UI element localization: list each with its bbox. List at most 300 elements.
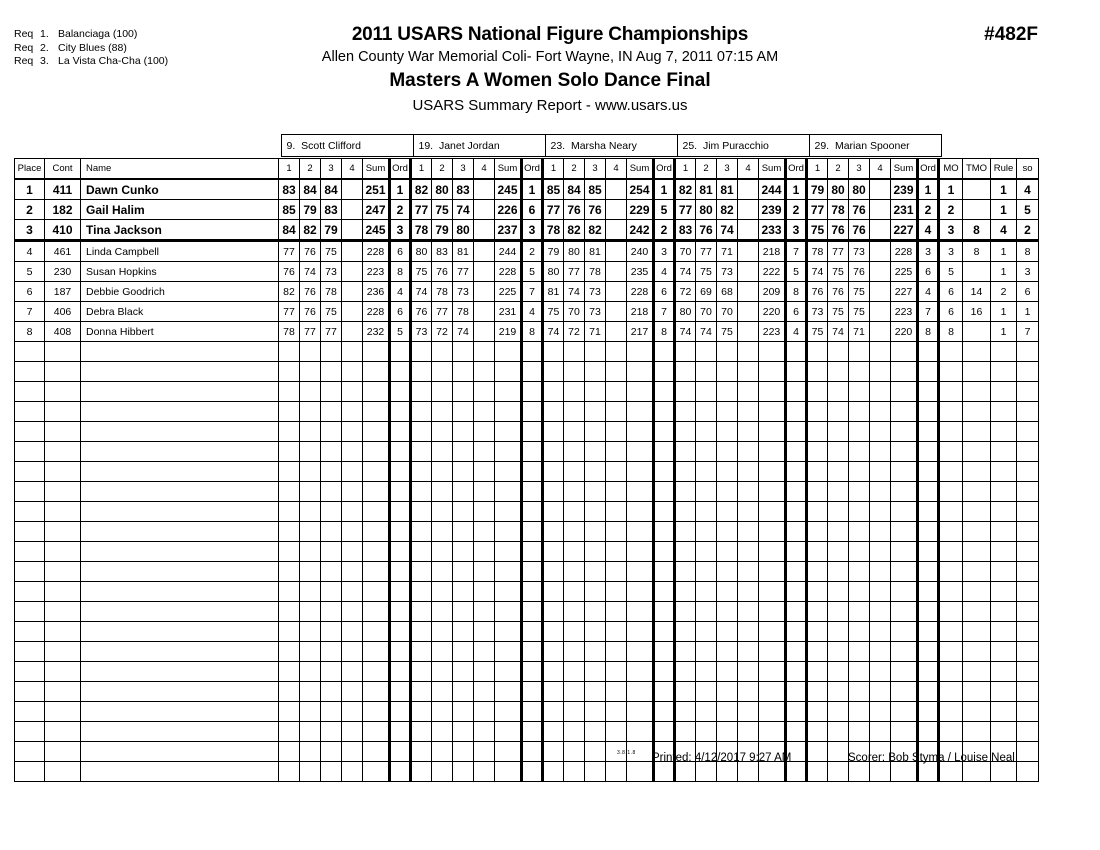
cell-empty (363, 662, 390, 682)
cell-empty (279, 582, 300, 602)
cell-empty (522, 542, 543, 562)
cell-judge-2-ord: 6 (522, 200, 543, 220)
cell-judge-5-score-1: 78 (807, 241, 828, 262)
cell-empty (279, 522, 300, 542)
cell-empty (786, 682, 807, 702)
cell-empty (522, 362, 543, 382)
cell-empty (939, 502, 963, 522)
cell-rule: 1 (991, 200, 1017, 220)
cell-empty (849, 722, 870, 742)
cell-empty (675, 702, 696, 722)
cell-empty (300, 582, 321, 602)
cell-empty (363, 582, 390, 602)
cell-judge-2-score-2: 77 (432, 302, 453, 322)
cell-empty (849, 502, 870, 522)
cell-empty (543, 662, 564, 682)
cell-empty (453, 762, 474, 782)
cell-empty (411, 722, 432, 742)
cell-empty (828, 402, 849, 422)
cell-empty (675, 642, 696, 662)
cell-so: 4 (1017, 179, 1039, 200)
cell-empty (738, 362, 759, 382)
cell-empty (495, 762, 522, 782)
cell-judge-3-score-1: 74 (543, 322, 564, 342)
cell-judge-4-score-4 (738, 220, 759, 241)
cell-empty (585, 342, 606, 362)
cell-judge-4-ord: 8 (786, 282, 807, 302)
cell-empty (432, 522, 453, 542)
cell-judge-4-sum: 222 (759, 262, 786, 282)
cell-empty (828, 602, 849, 622)
cell-empty (585, 422, 606, 442)
cell-name: Linda Campbell (81, 241, 279, 262)
cell-empty (453, 342, 474, 362)
cell-empty (342, 582, 363, 602)
cell-empty (963, 442, 991, 462)
cell-empty (300, 422, 321, 442)
table-row[interactable] (15, 282, 1039, 302)
cell-empty (81, 522, 279, 542)
cell-empty (963, 762, 991, 782)
cell-judge-3-ord: 3 (654, 241, 675, 262)
cell-empty (45, 602, 81, 622)
cell-judge-5-sum: 227 (891, 282, 918, 302)
cell-judge-3-score-3: 73 (585, 302, 606, 322)
table-row-empty[interactable] (15, 342, 1039, 362)
cell-empty (585, 562, 606, 582)
cell-empty (786, 622, 807, 642)
judge-4-subheader-3: 3 (717, 159, 738, 180)
cell-judge-1-ord: 1 (390, 179, 411, 200)
cell-empty (991, 502, 1017, 522)
printed-text: Printed: 4/12/2017 9:27 AM (652, 752, 792, 764)
cell-empty (432, 662, 453, 682)
cell-empty (81, 622, 279, 642)
cell-empty (1017, 682, 1039, 702)
cell-empty (279, 462, 300, 482)
cell-empty (696, 342, 717, 362)
table-row-empty[interactable] (15, 602, 1039, 622)
judge-5-subheader-4: 4 (870, 159, 891, 180)
table-row-empty[interactable] (15, 362, 1039, 382)
cell-empty (363, 502, 390, 522)
cell-empty (15, 662, 45, 682)
cell-empty (585, 702, 606, 722)
cell-empty (870, 602, 891, 622)
cell-empty (321, 482, 342, 502)
cell-judge-5-ord: 8 (918, 322, 939, 342)
cell-empty (939, 362, 963, 382)
cell-empty (717, 522, 738, 542)
cell-empty (870, 502, 891, 522)
cell-empty (606, 602, 627, 622)
table-row[interactable] (15, 322, 1039, 342)
cell-judge-3-score-2: 84 (564, 179, 585, 200)
table-row-empty[interactable] (15, 762, 1039, 782)
cell-empty (918, 582, 939, 602)
judge-name: Janet Jordan (433, 139, 500, 152)
cell-judge-4-score-1: 74 (675, 322, 696, 342)
cell-empty (15, 742, 45, 762)
cell-empty (363, 622, 390, 642)
cell-empty (675, 382, 696, 402)
cell-judge-1-sum: 223 (363, 262, 390, 282)
cell-empty (717, 682, 738, 702)
table-row-empty[interactable] (15, 442, 1039, 462)
cell-judge-5-score-3: 76 (849, 262, 870, 282)
cell-empty (606, 522, 627, 542)
cell-judge-1-score-4 (342, 282, 363, 302)
table-row-empty[interactable] (15, 562, 1039, 582)
cell-empty (991, 662, 1017, 682)
cell-empty (738, 502, 759, 522)
cell-tmo: 16 (963, 302, 991, 322)
cell-empty (1017, 562, 1039, 582)
table-row[interactable] (15, 220, 1039, 241)
cell-empty (300, 762, 321, 782)
cell-empty (453, 642, 474, 662)
table-row-empty[interactable] (15, 402, 1039, 422)
table-row-empty[interactable] (15, 642, 1039, 662)
cell-empty (717, 702, 738, 722)
cell-empty (585, 722, 606, 742)
cell-judge-5-score-4 (870, 220, 891, 241)
cell-empty (81, 482, 279, 502)
cell-empty (963, 342, 991, 362)
judge-name-band (14, 134, 1041, 157)
cell-empty (1017, 422, 1039, 442)
cell-empty (390, 502, 411, 522)
cell-judge-3-ord: 4 (654, 262, 675, 282)
cell-empty (963, 422, 991, 442)
table-row-empty[interactable] (15, 682, 1039, 702)
cell-judge-3-score-3: 73 (585, 282, 606, 302)
cell-empty (991, 542, 1017, 562)
table-row[interactable] (15, 302, 1039, 322)
cell-judge-4-ord: 5 (786, 262, 807, 282)
cell-judge-2-score-1: 74 (411, 282, 432, 302)
cell-empty (891, 762, 918, 782)
cell-empty (453, 602, 474, 622)
cell-empty (495, 422, 522, 442)
cell-empty (15, 402, 45, 422)
cell-empty (432, 342, 453, 362)
cell-empty (786, 342, 807, 362)
cell-empty (279, 762, 300, 782)
cell-empty (543, 402, 564, 422)
cell-judge-5-ord: 4 (918, 220, 939, 241)
table-row-empty[interactable] (15, 482, 1039, 502)
cell-empty (543, 582, 564, 602)
cell-judge-2-score-1: 80 (411, 241, 432, 262)
cell-judge-3-score-1: 77 (543, 200, 564, 220)
cell-empty (891, 682, 918, 702)
cell-judge-4-score-2: 80 (696, 200, 717, 220)
cell-empty (738, 582, 759, 602)
cell-judge-5-score-1: 79 (807, 179, 828, 200)
cell-empty (759, 682, 786, 702)
table-row-empty[interactable] (15, 522, 1039, 542)
column-header-place: Place (15, 159, 45, 180)
cell-empty (363, 462, 390, 482)
cell-empty (1017, 482, 1039, 502)
cell-judge-3-score-2: 74 (564, 282, 585, 302)
requirement-number: 3. (40, 55, 49, 67)
cell-empty (585, 682, 606, 702)
cell-empty (807, 722, 828, 742)
cell-empty (432, 462, 453, 482)
cell-place: 1 (15, 179, 45, 200)
cell-empty (828, 702, 849, 722)
cell-empty (675, 562, 696, 582)
cell-empty (45, 482, 81, 502)
cell-empty (891, 522, 918, 542)
cell-contestant: 406 (45, 302, 81, 322)
cell-judge-2-score-2: 83 (432, 241, 453, 262)
cell-empty (786, 642, 807, 662)
cell-judge-3-sum: 228 (627, 282, 654, 302)
cell-judge-3-sum: 240 (627, 241, 654, 262)
cell-empty (495, 542, 522, 562)
judge-2-subheader-2: 2 (432, 159, 453, 180)
cell-judge-1-score-3: 77 (321, 322, 342, 342)
table-row-empty[interactable] (15, 622, 1039, 642)
cell-judge-3-score-4 (606, 302, 627, 322)
cell-judge-1-score-2: 74 (300, 262, 321, 282)
cell-judge-1-score-2: 76 (300, 241, 321, 262)
cell-empty (991, 402, 1017, 422)
cell-empty (786, 722, 807, 742)
cell-empty (342, 422, 363, 442)
cell-empty (585, 762, 606, 782)
cell-empty (891, 662, 918, 682)
cell-judge-1-score-3: 84 (321, 179, 342, 200)
cell-empty (606, 402, 627, 422)
judge-2-subheader-1: 1 (411, 159, 432, 180)
cell-empty (342, 342, 363, 362)
cell-empty (522, 742, 543, 762)
cell-judge-2-ord: 5 (522, 262, 543, 282)
cell-judge-4-score-1: 77 (675, 200, 696, 220)
cell-empty (991, 422, 1017, 442)
cell-empty (849, 622, 870, 642)
cell-empty (759, 642, 786, 662)
cell-empty (321, 702, 342, 722)
cell-empty (807, 642, 828, 662)
cell-empty (522, 442, 543, 462)
cell-judge-3-sum: 242 (627, 220, 654, 241)
judge-2-subheader-sum: Sum (495, 159, 522, 180)
table-row-empty[interactable] (15, 542, 1039, 562)
cell-empty (849, 762, 870, 782)
cell-empty (300, 482, 321, 502)
cell-empty (963, 622, 991, 642)
cell-empty (45, 722, 81, 742)
cell-empty (543, 642, 564, 662)
cell-place: 6 (15, 282, 45, 302)
cell-judge-3-ord: 6 (654, 282, 675, 302)
cell-judge-1-score-3: 83 (321, 200, 342, 220)
cell-empty (81, 502, 279, 522)
cell-empty (321, 762, 342, 782)
cell-empty (411, 642, 432, 662)
cell-empty (15, 722, 45, 742)
cell-rule: 4 (991, 220, 1017, 241)
cell-judge-2-sum: 237 (495, 220, 522, 241)
cell-empty (828, 542, 849, 562)
cell-empty (870, 382, 891, 402)
cell-place: 8 (15, 322, 45, 342)
cell-empty (717, 722, 738, 742)
cell-empty (786, 522, 807, 542)
cell-empty (870, 662, 891, 682)
table-row[interactable] (15, 262, 1039, 282)
judge-3-subheader-3: 3 (585, 159, 606, 180)
table-row-empty[interactable] (15, 662, 1039, 682)
table-row-empty[interactable] (15, 382, 1039, 402)
cell-empty (300, 742, 321, 762)
table-row[interactable] (15, 179, 1039, 200)
cell-mo: 8 (939, 322, 963, 342)
cell-empty (939, 722, 963, 742)
cell-empty (564, 602, 585, 622)
cell-empty (939, 402, 963, 422)
table-row-empty[interactable] (15, 462, 1039, 482)
cell-empty (411, 362, 432, 382)
cell-empty (627, 622, 654, 642)
cell-empty (918, 682, 939, 702)
cell-empty (939, 422, 963, 442)
cell-empty (891, 542, 918, 562)
table-row-empty[interactable] (15, 422, 1039, 442)
cell-empty (411, 542, 432, 562)
cell-empty (654, 402, 675, 422)
cell-empty (654, 762, 675, 782)
cell-empty (321, 682, 342, 702)
cell-empty (432, 402, 453, 422)
cell-mo: 3 (939, 241, 963, 262)
cell-empty (300, 722, 321, 742)
cell-empty (411, 762, 432, 782)
table-row[interactable] (15, 200, 1039, 220)
cell-empty (849, 382, 870, 402)
cell-empty (564, 762, 585, 782)
cell-empty (807, 482, 828, 502)
cell-empty (696, 542, 717, 562)
cell-empty (654, 542, 675, 562)
cell-empty (891, 562, 918, 582)
cell-empty (939, 702, 963, 722)
judge-3-subheader-2: 2 (564, 159, 585, 180)
cell-empty (522, 522, 543, 542)
cell-empty (543, 382, 564, 402)
cell-empty (411, 582, 432, 602)
cell-empty (522, 662, 543, 682)
cell-empty (759, 382, 786, 402)
cell-empty (321, 342, 342, 362)
cell-empty (300, 462, 321, 482)
cell-empty (279, 642, 300, 662)
cell-empty (390, 462, 411, 482)
cell-rule: 2 (991, 282, 1017, 302)
cell-judge-2-score-3: 74 (453, 200, 474, 220)
cell-empty (585, 662, 606, 682)
cell-empty (543, 462, 564, 482)
table-row[interactable] (15, 241, 1039, 262)
cell-empty (849, 482, 870, 502)
cell-empty (828, 362, 849, 382)
cell-empty (453, 402, 474, 422)
cell-empty (696, 402, 717, 422)
cell-judge-2-sum: 219 (495, 322, 522, 342)
cell-empty (432, 622, 453, 642)
cell-judge-3-score-4 (606, 200, 627, 220)
cell-empty (606, 762, 627, 782)
cell-empty (918, 562, 939, 582)
cell-judge-1-score-2: 76 (300, 282, 321, 302)
cell-empty (963, 502, 991, 522)
cell-tmo: 8 (963, 241, 991, 262)
cell-judge-5-score-2: 78 (828, 200, 849, 220)
judge-1-subheader-sum: Sum (363, 159, 390, 180)
cell-empty (759, 702, 786, 722)
table-row-empty[interactable] (15, 502, 1039, 522)
cell-judge-3-sum: 217 (627, 322, 654, 342)
cell-empty (411, 742, 432, 762)
cell-empty (807, 522, 828, 542)
cell-judge-3-score-4 (606, 241, 627, 262)
cell-empty (390, 522, 411, 542)
cell-empty (390, 362, 411, 382)
cell-judge-4-score-1: 74 (675, 262, 696, 282)
cell-empty (45, 662, 81, 682)
cell-empty (717, 542, 738, 562)
cell-empty (585, 582, 606, 602)
judge-2-subheader-3: 3 (453, 159, 474, 180)
cell-empty (786, 602, 807, 622)
judge-name: Marsha Neary (565, 139, 637, 152)
table-row-empty[interactable] (15, 722, 1039, 742)
judge-5-subheader-2: 2 (828, 159, 849, 180)
cell-empty (870, 402, 891, 422)
cell-empty (279, 702, 300, 722)
cell-judge-4-ord: 6 (786, 302, 807, 322)
table-row-empty[interactable] (15, 702, 1039, 722)
cell-empty (495, 442, 522, 462)
cell-judge-4-score-2: 74 (696, 322, 717, 342)
cell-empty (522, 702, 543, 722)
cell-empty (342, 442, 363, 462)
cell-judge-1-sum: 232 (363, 322, 390, 342)
cell-empty (717, 662, 738, 682)
cell-empty (849, 522, 870, 542)
cell-empty (918, 442, 939, 462)
cell-empty (807, 682, 828, 702)
cell-empty (696, 642, 717, 662)
cell-empty (453, 542, 474, 562)
cell-empty (474, 682, 495, 702)
judge-number: 23. (550, 139, 566, 152)
judge-1-subheader-2: 2 (300, 159, 321, 180)
cell-empty (495, 722, 522, 742)
cell-empty (522, 422, 543, 442)
cell-empty (870, 562, 891, 582)
cell-judge-5-score-3: 75 (849, 282, 870, 302)
cell-empty (522, 562, 543, 582)
cell-empty (696, 602, 717, 622)
cell-empty (759, 522, 786, 542)
table-row-empty[interactable] (15, 582, 1039, 602)
